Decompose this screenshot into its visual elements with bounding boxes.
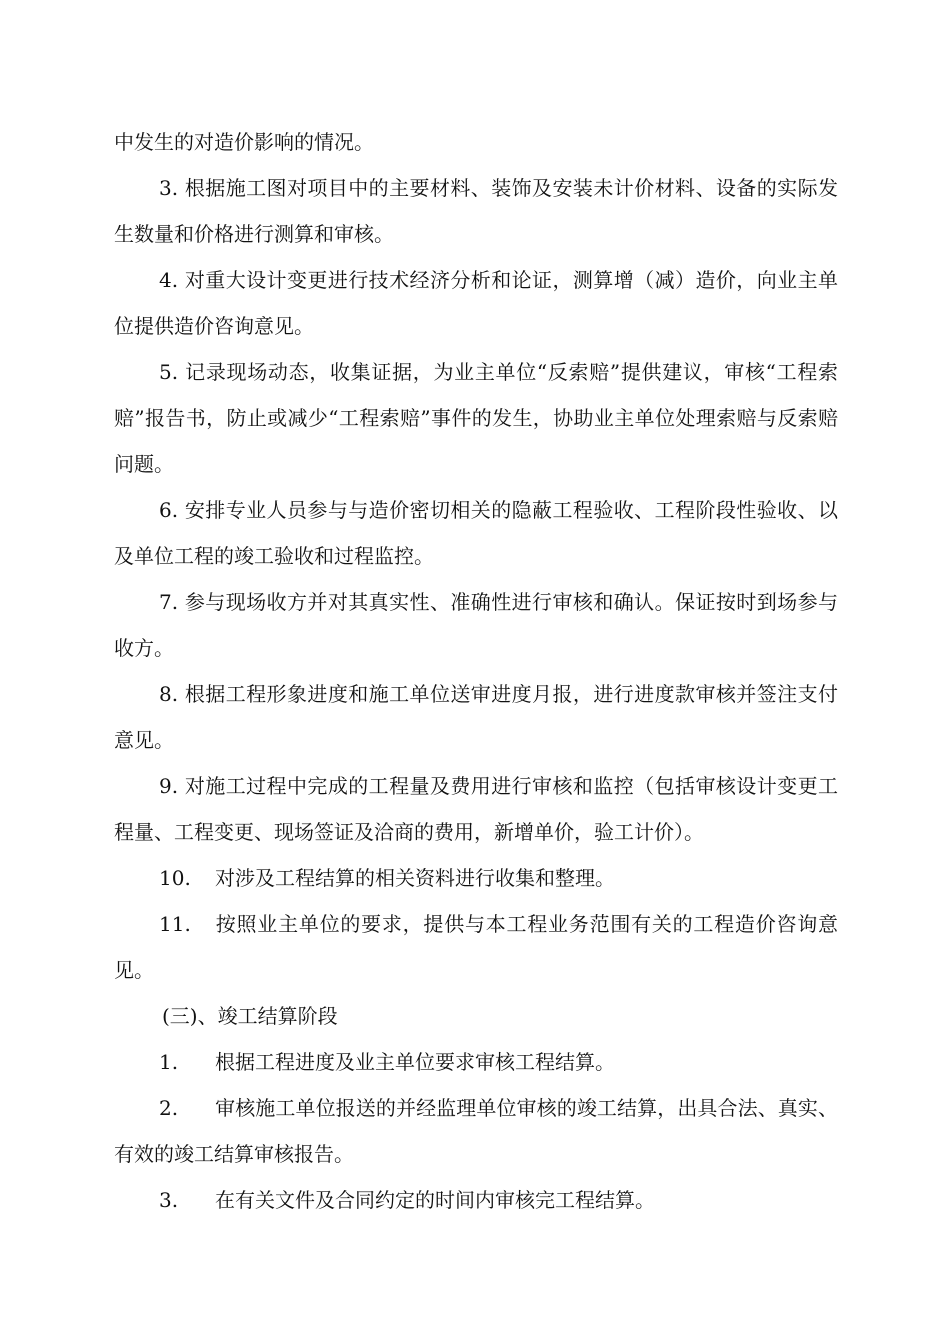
paragraph-item-3: 3. 根据施工图对项目中的主要材料、装饰及安装未计价材料、设备的实际发生数量和价格进行测算和审核。	[114, 176, 838, 246]
paragraph-item-5: 5. 记录现场动态，收集证据，为业主单位“反索赔”提供建议，审核“工程索赔”报告书，防止或减少“工程索赔”事件的发生，协助业主单位处理索赔与反索赔问题。	[114, 360, 838, 476]
list-item-number: 2.	[159, 1096, 179, 1120]
list-item-number: 1.	[159, 1050, 179, 1074]
section-heading: (三)、竣工结算阶段	[162, 1004, 338, 1028]
paragraph-continuation: 中发生的对造价影响的情况。	[114, 130, 374, 154]
paragraph-item-8: 8. 根据工程形象进度和施工单位送审进度月报，进行进度款审核并签注支付意见。	[114, 682, 838, 752]
paragraph-item-9: 9. 对施工过程中完成的工程量及费用进行审核和监控（包括审核设计变更工程量、工程变更、现场签证及洽商的费用，新增单价，验工计价）。	[114, 774, 838, 844]
list-item-text: 审核施工单位报送的并经监理单位审核的竣工结算，出具合法、真实、有效的竣工结算审核报告。	[114, 1096, 838, 1166]
list-item-text: 按照业主单位的要求，提供与本工程业务范围有关的工程造价咨询意见。	[114, 912, 838, 982]
list-item-b2	[114, 1085, 838, 1177]
document-body	[114, 119, 838, 1223]
list-item-text: 在有关文件及合同约定的时间内审核完工程结算。	[215, 1188, 655, 1212]
list-item-11	[114, 901, 838, 993]
paragraph-item-4: 4. 对重大设计变更进行技术经济分析和论证，测算增（减）造价，向业主单位提供造价咨询意见。	[114, 268, 838, 338]
list-item-b1	[114, 1039, 838, 1085]
paragraph-item-6: 6. 安排专业人员参与与造价密切相关的隐蔽工程验收、工程阶段性验收、以及单位工程的竣工验收和过程监控。	[114, 498, 838, 568]
list-item-text: 对涉及工程结算的相关资料进行收集和整理。	[215, 866, 615, 890]
list-item-b3	[114, 1177, 838, 1223]
list-item-text: 根据工程进度及业主单位要求审核工程结算。	[215, 1050, 615, 1074]
list-item-number: 10.	[159, 866, 191, 890]
list-item-10	[114, 855, 838, 901]
list-item-number: 11.	[159, 912, 191, 936]
paragraph-item-7: 7. 参与现场收方并对其真实性、准确性进行审核和确认。保证按时到场参与收方。	[114, 590, 838, 660]
list-item-number: 3.	[159, 1188, 179, 1212]
